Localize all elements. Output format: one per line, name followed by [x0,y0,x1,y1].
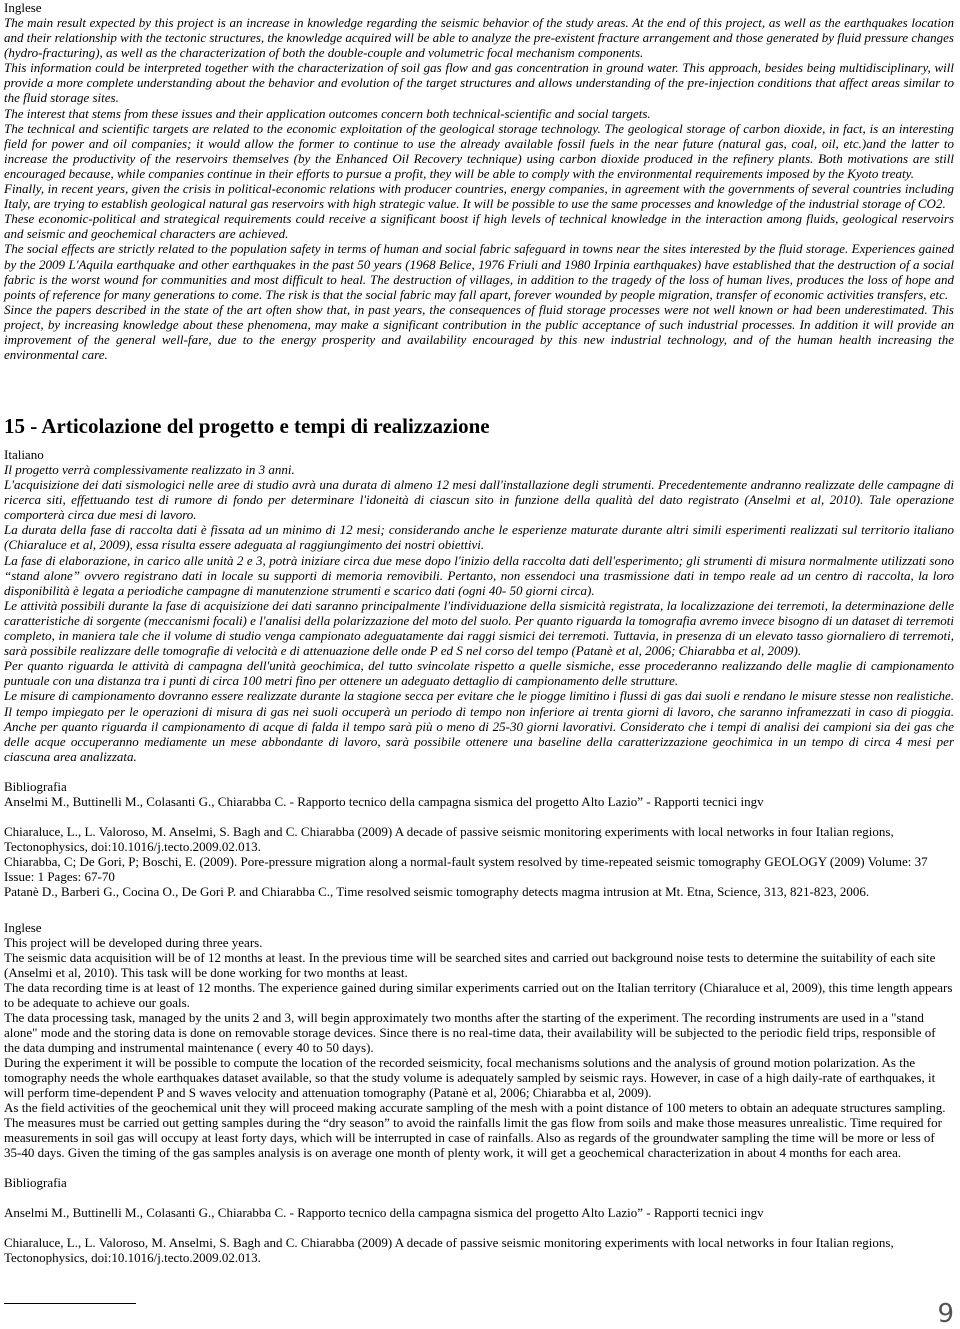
reference-item: Anselmi M., Buttinelli M., Colasanti G., Chiarabba C. - Rapporto tecnico della campagna sismica del progetto Alto Lazio” - Rapporti tecnici ingv [4,1205,764,1220]
section-title: 15 - Articolazione del progetto e tempi di realizzazione [4,414,490,438]
paragraph: Since the papers described in the state of the art often show that, in past years, the consequences of fluid storage processes were not well known or had been underestimated. This project, by increasing knowledge about these phenomena, may make a significant contribution in the public acceptance of such industrial processes. In addition it will provide an improvement of the general well-fare, due to the energy prosperity and availability encouraged by this new industrial technology, and of the human health increasing the environmental care. [4,301,954,363]
bibliography-label: Bibliografia [4,1175,67,1190]
paragraph: These economic-political and strategical requirements could receive a significant boost if high levels of technical knowledge in the interaction among fluids, geological reservoirs and seismic and geochemical characters are achieved. [4,211,954,242]
paragraph: Le misure di campionamento dovranno essere realizzate durante la stagione secca per evitare che le piogge limitino i flussi di gas dai suoli e rendano le misure stesse non realistiche. Il tempo impiegato per le operazioni di misura di gas nei suoli occuperà un periodo di tempo non inferiore ai trenta giorni di lavoro, che saranno inframezzati in caso di pioggia. Anche per quanto riguarda il campionamento di acque di falda il tempo sarà più o meno di 25-30 giorni lavorativi. Considerato che i tempi di analisi dei campioni sia dei gas che delle acque occuperanno mediamente un mese abbondante di lavoro, sarà possibile ottenere una baseline della caratterizzazione geochimica in un tempo di circa 4 mesi per ciascuna area analizzata. [4,688,954,764]
bibliography-label: Bibliografia [4,778,67,794]
paragraph: Per quanto riguarda le attività di campagna dell'unità geochimica, del tutto svincolate rispetto a quelle sismiche, esse procederanno realizzando delle maglie di campionamento puntuale con una distanza tra i punti di circa 100 metri fino per ottenere un adeguato dettaglio di campionamento delle strutture. [4,658,954,689]
paragraph: Il progetto verrà complessivamente realizzato in 3 anni. [4,462,295,477]
block-italian [4,447,954,899]
paragraph: La durata della fase di raccolta dati è fissata ad un minimo di 12 mesi; considerando anche le esperienze maturate durante altri simili esperimenti realizzati sul territorio italiano (Chiaraluce et al, 2009), essa risulta essere adeguata al raggiungimento dei nostri obiettivi. [4,522,954,553]
block-english-schedule [4,920,954,1265]
bibliography-italian [4,779,954,899]
paragraph: This information could be interpreted together with the characterization of soil gas flow and gas concentration in ground water. This approach, besides being multidisciplinary, will provide a more complete understanding about the behavior and evolution of the target structures and allows understanding of the pre-injection conditions that affect areas similar to the fluid storage sites. [4,60,954,106]
paragraph: The interest that stems from these issues and their application outcomes concern both technical-scientific and social targets. [4,105,651,121]
paragraph: Le attività possibili durante la fase di acquisizione dei dati saranno principalmente l'individuazione della sismicità registrata, la localizzazione dei terremoti, la determinazione delle caratteristiche di sorgente (meccanismi focali) e l'analisi della polarizzazione del moto del suolo. Per quanto riguarda la tomografia avremo invece bisogno di un dataset di terremoti completo, in maniera tale che il volume di studio venga campionato adeguatamente dai raggi sismici dei terremoti. Tuttavia, in presenza di un elevato tasso giornaliero di terremoti, sarà possibile realizzare delle tomografie di velocità e di attenuazione delle onde P ed S nel corso del tempo (Patanè et al, 2006; Chiarabba et al, 2009). [4,597,954,659]
bibliography-english [4,1175,954,1265]
results-text [4,15,954,362]
paragraph: The data recording time is at least of 12 months. The experience gained during similar experiments carried out on the Italian territory (Chiaraluce et al, 2009), this time length appears to be adequate to achieve our goals. [4,980,953,1010]
paragraph: Finally, in recent years, given the crisis in political-economic relations with producer countries, energy companies, in agreement with the governments of several countries including Italy, are trying to establish geological natural gas reservoirs with high strategic value. It will be possible to use the same processes and knowledge of the industrial storage of CO2. [4,181,954,212]
paragraph: The social effects are strictly related to the population safety in terms of human and social fabric safeguard in towns near the sites interested by the fluid storage. Experiences gained by the 2009 L'Aquila earthquake and other earthquakes in the past 50 years (1968 Belice, 1976 Friuli and 1980 Irpinia earthquakes) have established that the destruction of a social fabric is the worst wound for communities and most difficult to heal. The destruction of villages, in addition to the tragedy of the loss of human lives, produces the loss of hope and points of reference for many generations to come. The risk is that the social fabric may fall apart, forever wounded by people migration, transfer of economic activities transfers, etc. [4,241,954,302]
paragraph: The seismic data acquisition will be of 12 months at least. In the previous time will be searched sites and carried out background noise tests to determine the suitability of each site (Anselmi et al, 2010). This task will be done working for two months at least. [4,950,936,980]
footer-divider [4,1303,136,1304]
paragraph: The measures must be carried out getting samples during the “dry season” to avoid the rainfalls limit the gas flow from soils and make those measures unrealistic. Time required for measurements in soil gas will occupy at least forty days, which will be interrupted in case of rainfalls. Also as regards of the groundwater sampling the time will be more or less of 35-40 days. Given the timing of the gas samples analysis is on average one month of plenty work, it will get a geochemical characterization in about 4 months for each area. [4,1115,942,1160]
english-text [4,935,954,1160]
paragraph: During the experiment it will be possible to compute the location of the recorded seismicity, focal mechanisms solutions and the analysis of ground motion polarization. As the tomography needs the whole earthquakes dataset available, so that the study volume is adequately sampled by seismic rays. However, in case of a high daily-rate of earthquakes, it will perform time-dependent P and S waves velocity and attenuation tomography (Patanè et al, 2006; Chiarabba et al, 2009). [4,1055,936,1100]
reference-item: Chiaraluce, L., L. Valoroso, M. Anselmi, S. Bagh and C. Chiarabba (2009) A decade of passive seismic monitoring experiments with local networks in four Italian regions, Tectonophysics, doi:10.1016/j.tecto.2009.02.013. [4,1235,894,1265]
language-label: Inglese [4,920,42,935]
paragraph: The main result expected by this project is an increase in knowledge regarding the seismic behavior of the study areas. At the end of this project, as well as the earthquakes location and their relationship with the tectonic structures, the knowledge acquired will be able to analyze the pre-existent fracture arrangement and those generated by fluid pressure changes (hydro-fracturing), as well as the characterization of both the double-couple and volumetric focal mechanism components. [4,15,954,61]
reference-item: Patanè D., Barberi G., Cocina O., De Gori P. and Chiarabba C., Time resolved seismic tomography detects magma intrusion at Mt. Etna, Science, 313, 821-823, 2006. [4,883,870,899]
paragraph: The technical and scientific targets are related to the economic exploitation of the geological storage technology. The geological storage of carbon dioxide, in fact, is an interesting field for power and oil companies; it would allow the former to continue to use the already available fossil fuels in the near future (natural gas, coal, oil, etc.)and the latter to increase the productivity of the reservoirs themselves (by the Enhanced Oil Recovery technique) using carbon dioxide produced in the refinery plants. Both motivations are still encouraged because, while companies continue in their efforts to pursue a profit, they will be able to comply with the environmental requirements imposed by the Kyoto treaty. [4,120,954,181]
reference-item: Chiarabba, C; De Gori, P; Boschi, E. (2009). Pore-pressure migration along a normal-fault system resolved by time-repeated seismic tomography GEOLOGY (2009) Volume: 37 Issue: 1 Pages: 67-70 [4,853,928,884]
paragraph: The data processing task, managed by the units 2 and 3, will begin approximately two months after the starting of the experiment. The recording instruments are used in a "stand alone" mode and the storing data is done on removable storage devices. Since there is no real-time data, their availability will be subjected to the periodic field trips, responsible of the data dumping and instrumental maintenance ( every 40 to 50 days). [4,1010,936,1055]
reference-item: Anselmi M., Buttinelli M., Colasanti G., Chiarabba C. - Rapporto tecnico della campagna sismica del progetto Alto Lazio” - Rapporti tecnici ingv [4,793,764,809]
reference-item: Chiaraluce, L., L. Valoroso, M. Anselmi, S. Bagh and C. Chiarabba (2009) A decade of passive seismic monitoring experiments with local networks in four Italian regions, Tectonophysics, doi:10.1016/j.tecto.2009.02.013. [4,823,894,854]
paragraph: La fase di elaborazione, in carico alle unità 2 e 3, potrà iniziare circa due mese dopo l'inizio della raccolta dati dell'esperimento; gli strumenti di misura normalmente utilizzati sono “stand alone” ovvero registrano dati in locale su supporti di memoria removibili. Pertanto, non essendoci una trasmissione dati in tempo reale ad un centro di raccolta, la loro disponibilità è legata a periodiche campagne di manutenzione strumenti e scarico dati (ogni 40- 50 giorni circa). [4,552,954,598]
block-english-results [4,0,954,362]
paragraph: As the field activities of the geochemical unit they will proceed making accurate sampling of the mesh with a point distance of 100 meters to obtain an adequate structures sampling. [4,1100,946,1115]
language-label: Italiano [4,447,44,462]
page-number: 9 [937,1299,954,1329]
paragraph: L'acquisizione dei dati sismologici nelle aree di studio avrà una durata di almeno 12 mesi dall'installazione degli strumenti. Precedentemente andranno realizzate delle campagne di ricerca siti, effettuando test di rumore di fondo per determinare l'idoneità di ciascun sito in funzione della qualità del dato registrato (Anselmi et al, 2010). Tale operazione comporterà circa due mesi di lavoro. [4,477,954,523]
italian-text [4,462,954,764]
language-label: Inglese [4,0,42,15]
paragraph: This project will be developed during three years. [4,935,263,950]
